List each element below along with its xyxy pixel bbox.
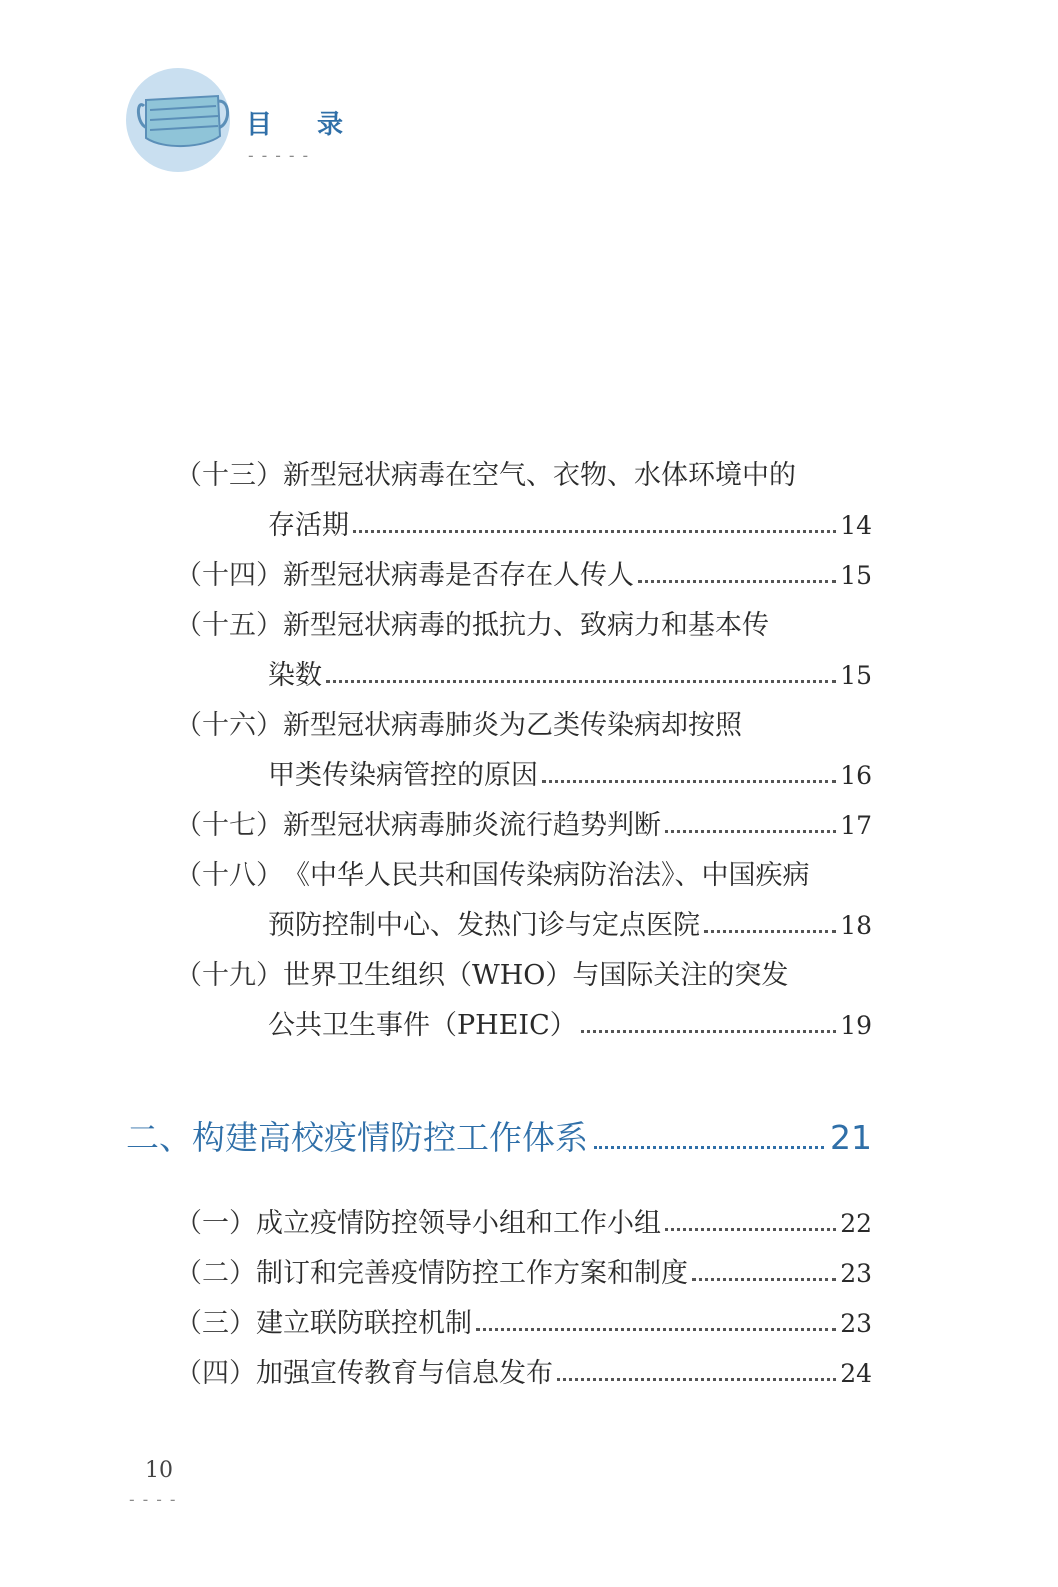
toc-subentry-4[interactable] [175, 1351, 872, 1391]
entry-number: （三） [175, 1308, 256, 1339]
page-number: 10 [145, 1458, 173, 1483]
entry-number: （十九） [175, 960, 283, 991]
section-dot-leader [594, 1146, 824, 1149]
entry-page: 24 [840, 1359, 872, 1388]
toc-entry-13-line2[interactable] [268, 503, 872, 543]
dot-leader [704, 930, 836, 933]
toc-entry-18-line2[interactable] [268, 903, 872, 943]
entry-title: 制订和完善疫情防控工作方案和制度 [256, 1258, 688, 1289]
entry-title-cont: 预防控制中心、发热门诊与定点医院 [268, 910, 700, 941]
header-divider: ----- [246, 146, 315, 165]
entry-number: （一） [175, 1208, 256, 1239]
entry-number: （十七） [175, 810, 283, 841]
toc-heading: 目 录 [246, 110, 362, 140]
dot-leader [665, 830, 836, 833]
toc-entry-19-line1[interactable] [175, 953, 875, 993]
entry-title: 《中华人民共和国传染病防治法》、中国疾病 [283, 860, 810, 891]
toc-entry-15-line2[interactable] [268, 653, 872, 693]
entry-title: 世界卫生组织（WHO）与国际关注的突发 [283, 960, 789, 991]
toc-entry-14[interactable] [175, 553, 872, 593]
entry-number: （十四） [175, 560, 283, 591]
toc-entry-16-line2[interactable] [268, 753, 872, 793]
dot-leader [542, 780, 836, 783]
entry-number: （四） [175, 1358, 256, 1389]
dot-leader [638, 580, 836, 583]
entry-page: 18 [840, 911, 872, 940]
entry-page: 14 [840, 511, 872, 540]
toc-section-2[interactable] [126, 1112, 872, 1162]
entry-title: 成立疫情防控领导小组和工作小组 [256, 1208, 661, 1239]
entry-page: 23 [840, 1309, 872, 1338]
entry-title: 新型冠状病毒的抵抗力、致病力和基本传 [283, 610, 769, 641]
toc-entry-18-line1[interactable] [175, 853, 875, 893]
entry-page: 23 [840, 1259, 872, 1288]
entry-title-cont: 存活期 [268, 510, 349, 541]
entry-title: 建立联防联控机制 [256, 1308, 472, 1339]
toc-subentry-3[interactable] [175, 1301, 872, 1341]
dot-leader [692, 1278, 836, 1281]
dot-leader [665, 1228, 836, 1231]
toc-subentry-2[interactable] [175, 1251, 872, 1291]
toc-entry-17[interactable] [175, 803, 872, 843]
entry-title: 加强宣传教育与信息发布 [256, 1358, 553, 1389]
entry-title: 新型冠状病毒肺炎为乙类传染病却按照 [283, 710, 742, 741]
entry-title: 新型冠状病毒在空气、衣物、水体环境中的 [283, 460, 796, 491]
entry-title-cont: 染数 [268, 660, 322, 691]
dot-leader [581, 1030, 836, 1033]
dot-leader [326, 680, 836, 683]
entry-page: 17 [840, 811, 872, 840]
toc-entry-16-line1[interactable] [175, 703, 875, 743]
footer-divider: ---- [127, 1490, 182, 1509]
toc-subentry-1[interactable] [175, 1201, 872, 1241]
entry-title: 新型冠状病毒是否存在人传人 [283, 560, 634, 591]
dot-leader [557, 1378, 836, 1381]
entry-title-cont: 公共卫生事件（PHEIC） [268, 1010, 577, 1041]
entry-page: 15 [840, 561, 872, 590]
toc-entry-13-line1[interactable] [175, 453, 875, 493]
dot-leader [353, 530, 836, 533]
dot-leader [476, 1328, 836, 1331]
toc-entry-15-line1[interactable] [175, 603, 875, 643]
entry-page: 19 [840, 1011, 872, 1040]
entry-title: 新型冠状病毒肺炎流行趋势判断 [283, 810, 661, 841]
entry-page: 15 [840, 661, 872, 690]
section-page: 21 [830, 1118, 872, 1157]
entry-number: （十八） [175, 860, 283, 891]
entry-number: （十三） [175, 460, 283, 491]
toc-entry-19-line2[interactable] [268, 1003, 872, 1043]
entry-number: （二） [175, 1258, 256, 1289]
entry-number: （十五） [175, 610, 283, 641]
entry-number: （十六） [175, 710, 283, 741]
entry-page: 22 [840, 1209, 872, 1238]
section-title: 二、构建高校疫情防控工作体系 [126, 1118, 588, 1157]
entry-title-cont: 甲类传染病管控的原因 [268, 760, 538, 791]
entry-page: 16 [840, 761, 872, 790]
